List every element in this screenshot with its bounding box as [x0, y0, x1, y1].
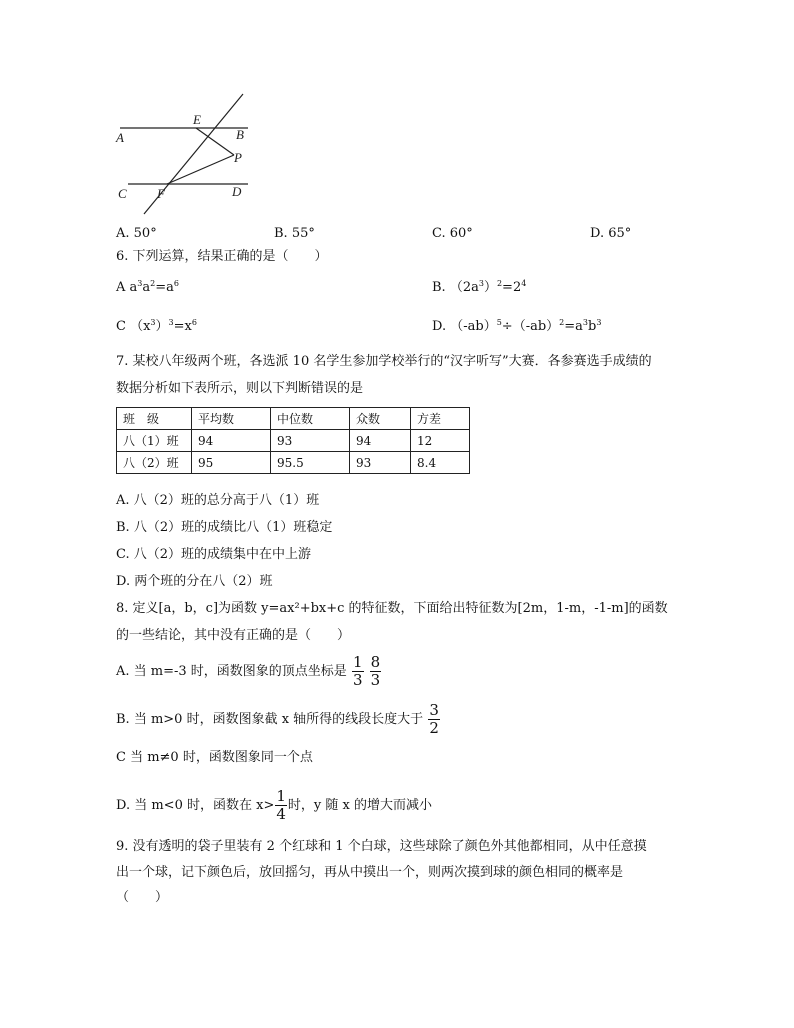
q6-d-t4: b: [588, 319, 597, 334]
q8-option-d[interactable]: [116, 788, 432, 823]
q7-option-b[interactable]: B. 八（2）班的成绩比八（1）班稳定: [116, 520, 333, 535]
q6-c-t3: =x: [173, 319, 192, 334]
table-header-cell: 班 级: [117, 408, 192, 430]
fraction-denominator: 3: [352, 671, 363, 689]
table-cell: 93: [350, 452, 411, 474]
q9-line3: （ ）: [116, 890, 169, 905]
table-header-cell: 众数: [350, 408, 411, 430]
q9-line2: 出一个球，记下颜色后，放回摇匀，再从中摸出一个，则两次摸到球的颜色相同的概率是: [116, 865, 624, 880]
q6-a-prefix: A: [116, 280, 130, 295]
q6-d-s3: 3: [582, 318, 588, 327]
label-e: E: [193, 112, 201, 127]
q6-stem: 6. 下列运算，结果正确的是（ ）: [116, 249, 328, 264]
q8-d-text2: 时，y 随 x 的增大而减小: [287, 798, 432, 813]
fraction-denominator: 2: [429, 719, 439, 737]
q6-a-s1: 3: [137, 279, 143, 288]
q7-stats-table: [116, 407, 470, 474]
q6-c-prefix: C （x: [116, 319, 151, 334]
q5-option-b[interactable]: B. 55°: [274, 226, 315, 241]
q6-b-t2: ）: [483, 280, 497, 295]
segment-ep: [196, 128, 234, 155]
q8-stem-line1: 8. 定义[a，b，c]为函数 y=ax²+bx+c 的特征数，下面给出特征数为[2m，1-m，-1-m]的函数: [116, 601, 668, 616]
table-header-cell: 方差: [411, 408, 470, 430]
label-p: P: [234, 150, 242, 165]
q6-d-s2: 2: [559, 318, 565, 327]
q6-b-prefix: B. （2a: [432, 280, 479, 295]
q6-a-t3: =a: [155, 280, 174, 295]
q6-option-c[interactable]: [116, 314, 197, 336]
fraction-numerator: 1: [352, 653, 363, 671]
q5-option-c[interactable]: C. 60°: [432, 226, 473, 241]
label-f: F: [157, 186, 165, 201]
label-a: A: [116, 130, 124, 145]
table-row: [117, 430, 470, 452]
q6-c-t2: ）: [155, 319, 169, 334]
q7-option-a[interactable]: A. 八（2）班的总分高于八（1）班: [116, 493, 320, 508]
table-header-row: [117, 408, 470, 430]
label-b: B: [236, 127, 244, 142]
q6-d-t2: ÷（-ab）: [501, 319, 560, 334]
q8-b-text: B. 当 m>0 时，函数图象截 x 轴所得的线段长度大于: [116, 712, 424, 727]
fraction-numerator: 1: [276, 787, 286, 805]
table-cell: 八（1）班: [117, 430, 192, 452]
q6-option-a[interactable]: [116, 275, 179, 297]
q6-b-s1: 3: [478, 279, 484, 288]
table-row: [117, 452, 470, 474]
segment-fp: [167, 155, 234, 184]
fraction-denominator: 4: [276, 805, 286, 823]
q9-line1: 9. 没有透明的袋子里装有 2 个红球和 1 个白球，这些球除了颜色外其他都相同，从中任意摸: [116, 839, 647, 854]
q6-option-d[interactable]: [432, 314, 601, 336]
q8-a-text: A. 当 m=-3 时，函数图象的顶点坐标是: [116, 664, 347, 679]
q6-a-s2: 2: [150, 279, 156, 288]
fraction: [275, 788, 287, 823]
geometry-figure: [110, 92, 260, 217]
q6-a-s3: 6: [173, 279, 179, 288]
fraction-numerator: 8: [370, 653, 381, 671]
q6-option-b[interactable]: [432, 275, 526, 297]
q6-c-s1: 3: [150, 318, 156, 327]
table-cell: 12: [411, 430, 470, 452]
fraction: [428, 702, 440, 737]
q6-d-prefix: D. （-ab）: [432, 319, 497, 334]
q6-b-s2: 2: [496, 279, 503, 288]
q6-c-s3: 6: [191, 318, 197, 327]
q7-option-d[interactable]: D. 两个班的分在八（2）班: [116, 574, 273, 589]
fraction: [370, 654, 382, 689]
q6-a-t1: a: [129, 280, 138, 295]
q6-b-t3: =2: [502, 280, 522, 295]
q8-option-c[interactable]: C 当 m≠0 时，函数图象同一个点: [116, 750, 313, 765]
q8-d-text1: D. 当 m<0 时，函数在 x>: [116, 798, 275, 813]
q7-stem-line2: 数据分析如下表所示，则以下判断错误的是: [116, 381, 364, 396]
label-d: D: [232, 184, 242, 199]
table-header-cell: 中位数: [271, 408, 350, 430]
q8-option-b[interactable]: [116, 702, 441, 737]
q7-option-c[interactable]: C. 八（2）班的成绩集中在中上游: [116, 547, 312, 562]
table-cell: 8.4: [411, 452, 470, 474]
table-header-cell: 平均数: [192, 408, 271, 430]
table-cell: 95.5: [271, 452, 350, 474]
q8-option-a[interactable]: [116, 654, 382, 689]
label-c: C: [118, 186, 127, 201]
q6-c-s2: 3: [168, 318, 174, 327]
q6-d-t3: =a: [564, 319, 583, 334]
q6-a-t2: a: [142, 280, 151, 295]
q6-d-s1: 5: [496, 318, 502, 327]
table-cell: 94: [350, 430, 411, 452]
table-cell: 93: [271, 430, 350, 452]
q5-option-a[interactable]: A. 50°: [116, 226, 157, 241]
table-cell: 94: [192, 430, 271, 452]
q6-d-s4: 3: [596, 318, 602, 327]
q6-b-s3: 4: [521, 279, 527, 288]
fraction: [352, 654, 364, 689]
table-cell: 八（2）班: [117, 452, 192, 474]
fraction-numerator: 3: [429, 701, 439, 719]
q8-stem-line2: 的一些结论，其中没有正确的是（ ）: [116, 628, 351, 643]
table-cell: 95: [192, 452, 271, 474]
fraction-denominator: 3: [370, 671, 381, 689]
q7-stem-line1: 7. 某校八年级两个班，各选派 10 名学生参加学校举行的“汉字听写”大赛．各参赛选手成绩的: [116, 354, 652, 369]
q5-option-d[interactable]: D. 65°: [590, 226, 632, 241]
